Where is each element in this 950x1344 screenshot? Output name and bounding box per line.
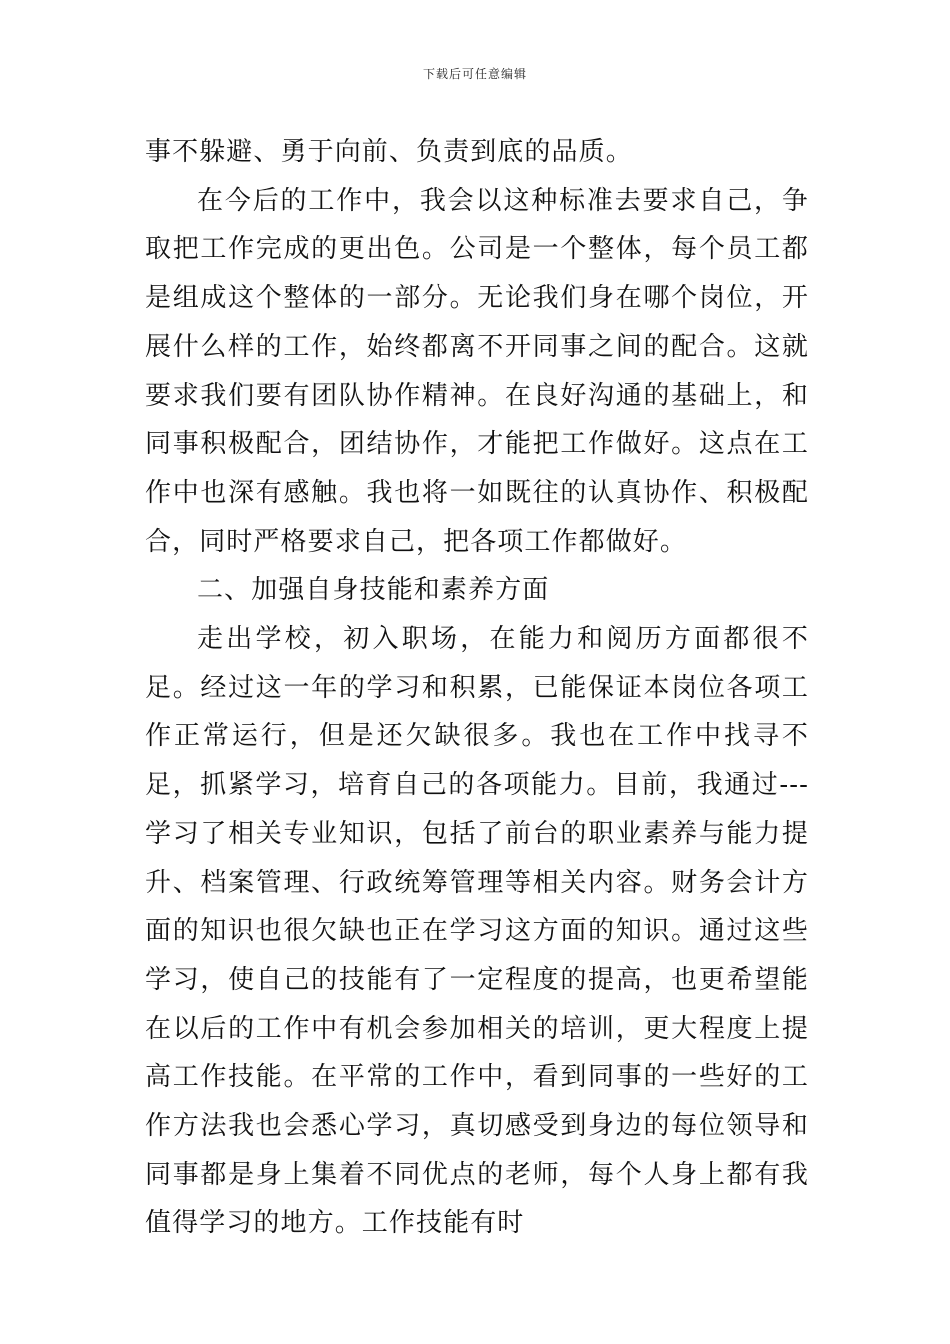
page-header: 下载后可任意编辑 xyxy=(422,67,527,81)
paragraph-continuation: 事不躲避、勇于向前、负责到底的品质。 xyxy=(145,137,633,167)
paragraph-teamwork: 在今后的工作中，我会以这种标准去要求自己，争取把工作完成的更出色。公司是一个整体，每个员工都是组成这个整体的一部分。无论我们身在哪个岗位，开展什么样的工作，始终都离不开同事之间的配合。这就要求我们要有团队协作精神。在良好沟通的基础上，和同事积极配合，团结协作，才能把工作做好。这点在工作中也深有感触。我也将一如既往的认真协作、积极配合，同时严格要求自己，把各项工作都做好。 xyxy=(145,185,809,557)
document-body xyxy=(145,128,809,1248)
paragraph-skills: 走出学校，初入职场，在能力和阅历方面都很不足。经过这一年的学习和积累，已能保证本岗位各项工作正常运行，但是还欠缺很多。我也在工作中找寻不足，抓紧学习，培育自己的各项能力。目前，我通过---学习了相关专业知识，包括了前台的职业素养与能力提升、档案管理、行政统筹管理等相关内容。财务会计方面的知识也很欠缺也正在学习这方面的知识。通过这些学习，使自己的技能有了一定程度的提高，也更希望能在以后的工作中有机会参加相关的培训，更大程度上提高工作技能。在平常的工作中，看到同事的一些好的工作方法我也会悉心学习，真切感受到身边的每位领导和同事都是身上集着不同优点的老师，每个人身上都有我值得学习的地方。工作技能有时 xyxy=(145,624,809,1239)
section-heading-skills: 二、加强自身技能和素养方面 xyxy=(197,575,550,606)
